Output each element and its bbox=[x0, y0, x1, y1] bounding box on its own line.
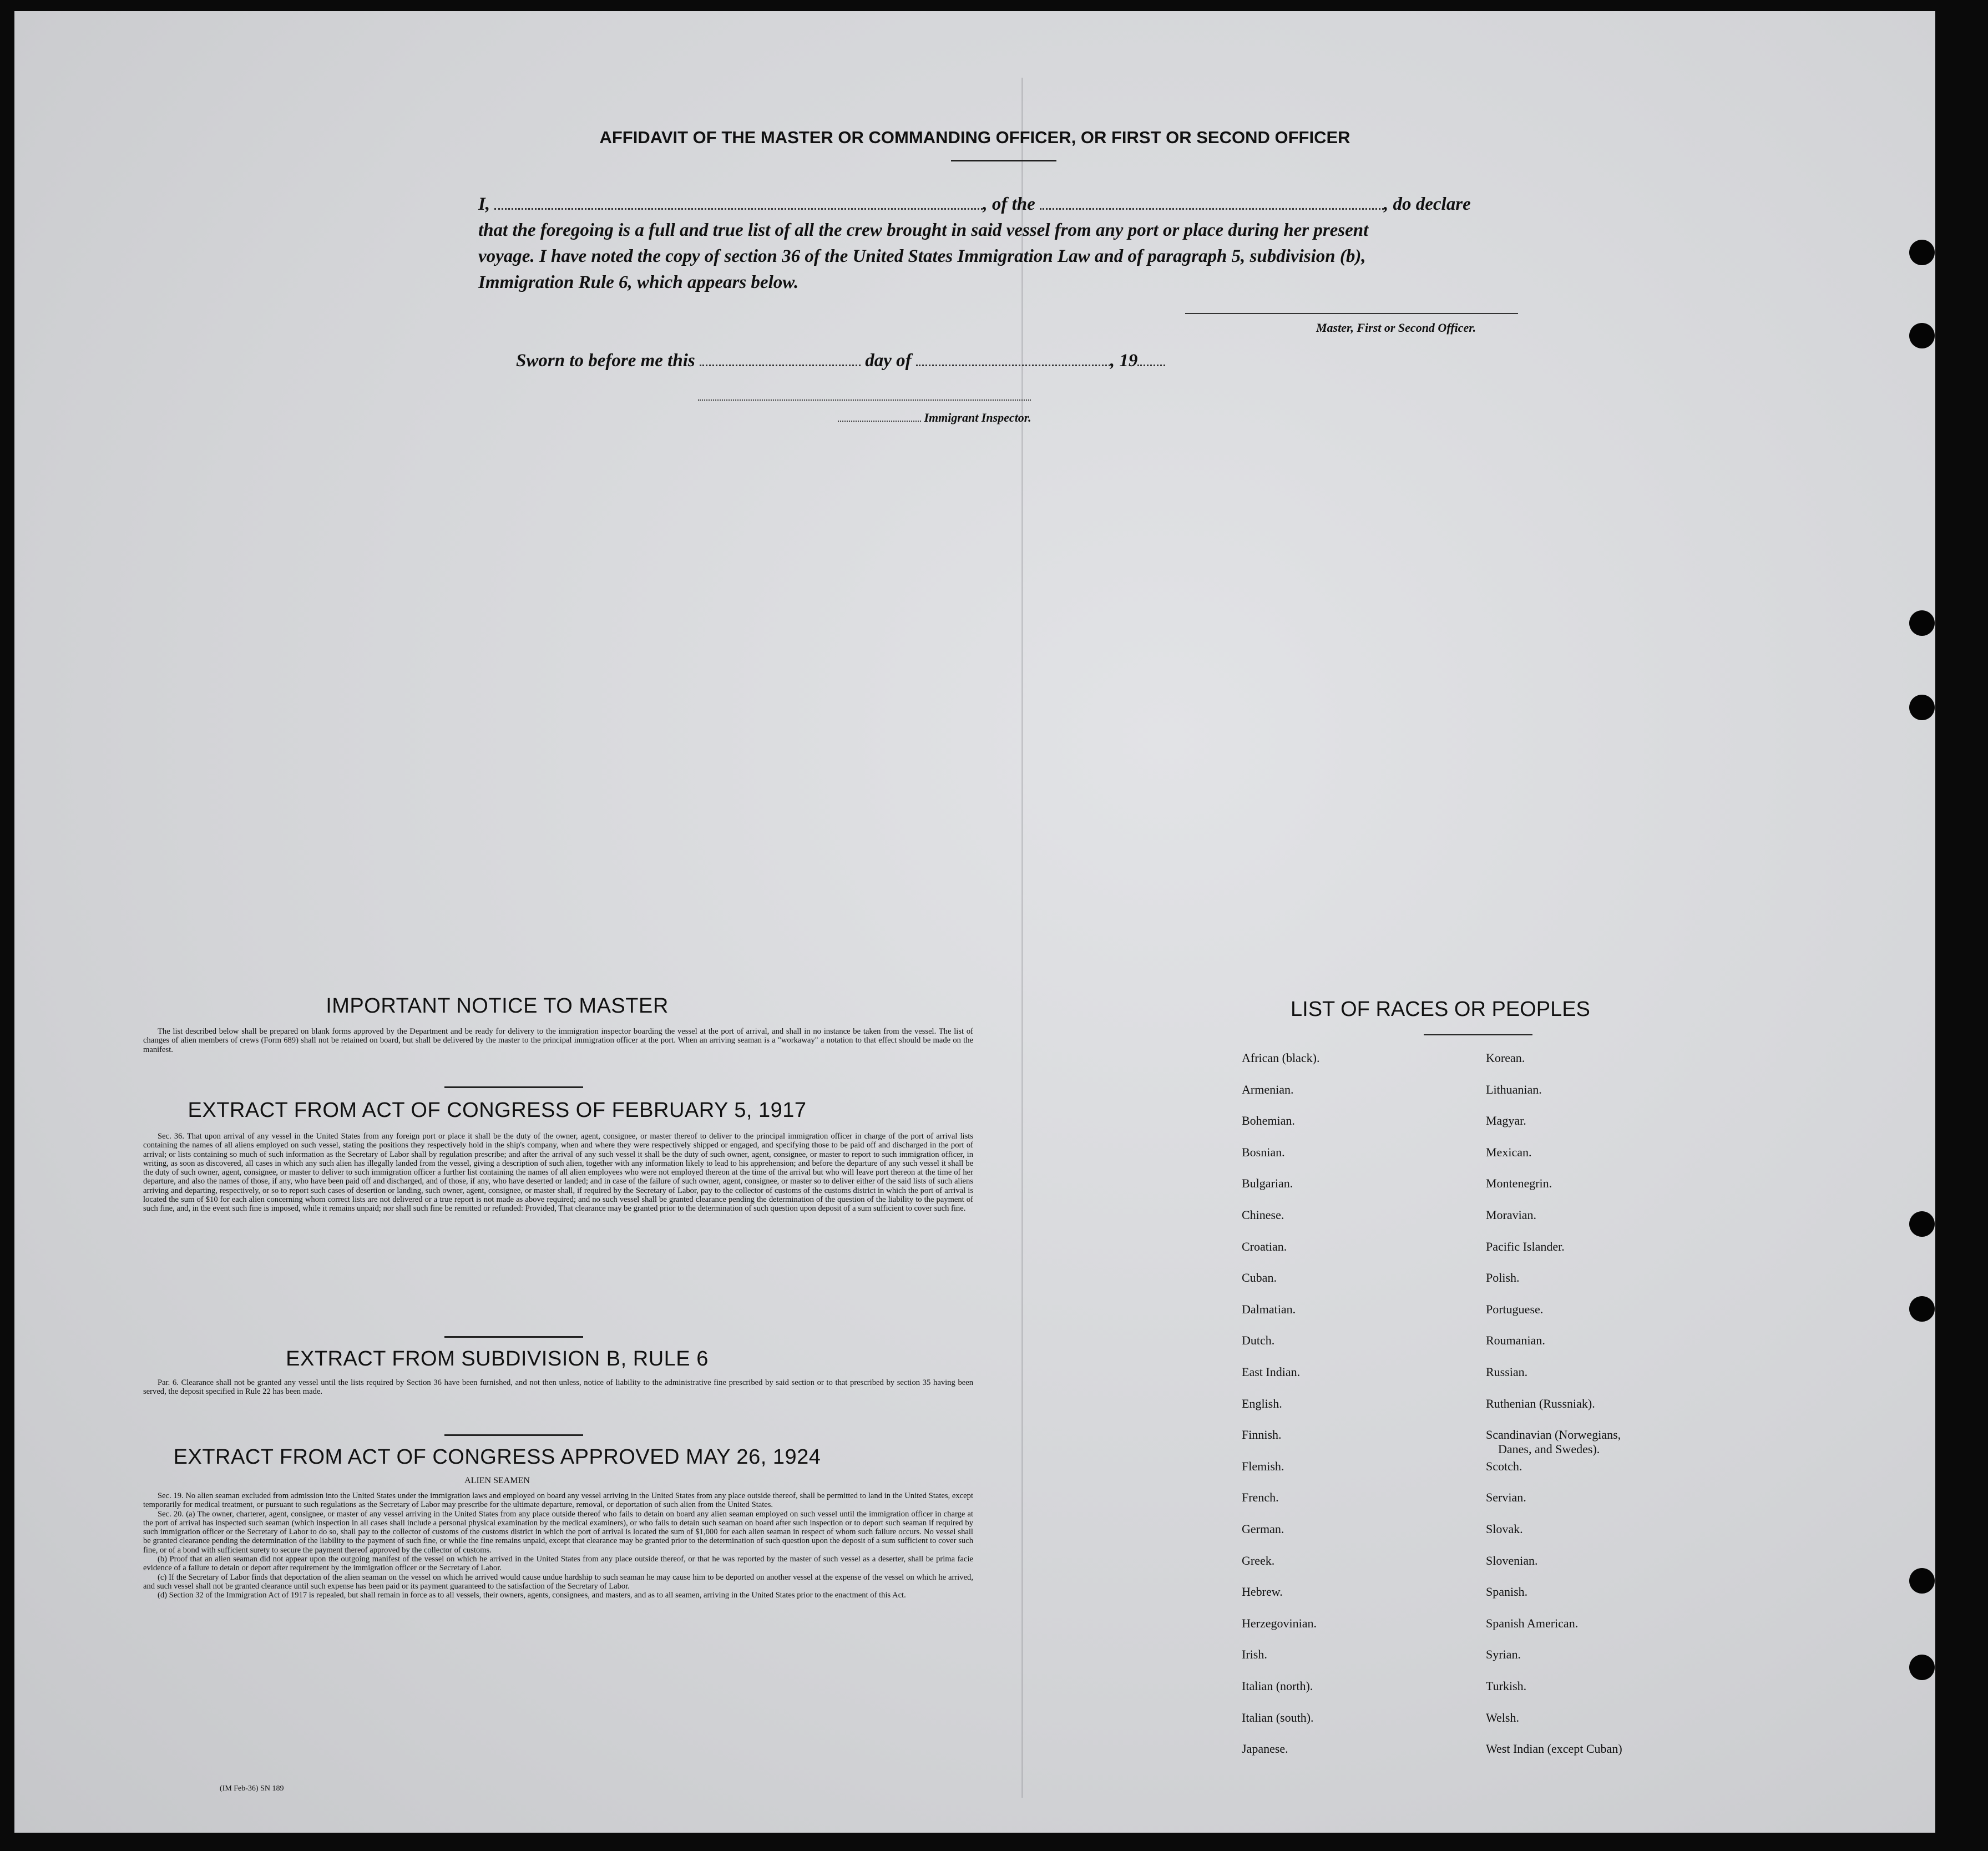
race-item: Japanese. bbox=[1242, 1742, 1288, 1756]
name-blank[interactable] bbox=[494, 197, 983, 210]
affidavit-line-4: Immigration Rule 6, which appears below. bbox=[478, 272, 799, 292]
punch-hole bbox=[1909, 695, 1935, 720]
race-item: Spanish. bbox=[1486, 1585, 1528, 1599]
affidavit-line-1 bbox=[478, 194, 1471, 215]
race-item: Spanish American. bbox=[1486, 1616, 1579, 1630]
punch-hole bbox=[1909, 1296, 1935, 1322]
race-item: Pacific Islander. bbox=[1486, 1239, 1565, 1253]
sworn-year-blank[interactable] bbox=[1137, 353, 1165, 366]
race-item: Dutch. bbox=[1242, 1333, 1275, 1348]
affidavit-declare: , do declare bbox=[1384, 194, 1471, 214]
race-item: Irish. bbox=[1242, 1647, 1267, 1662]
punch-hole bbox=[1909, 1211, 1935, 1237]
race-item: Ruthenian (Russniak). bbox=[1486, 1396, 1595, 1410]
race-item: African (black). bbox=[1242, 1051, 1320, 1065]
sworn-line bbox=[516, 351, 1165, 371]
title-underline bbox=[951, 160, 1056, 161]
sworn-text: Sworn to before me this bbox=[516, 351, 695, 371]
sec-19-paragraph: Sec. 19. No alien seaman excluded from admission into the United States under the immigration laws and employed on board any vessel arriving in the United States from any place outside thereof, shall be permitted to land in the United States, except temporarily for medical treatment, or pursuant to such regulations as the Secretary of Labor may prescribe for the ultimate departure, removal, or deportation of such alien from the United States. bbox=[143, 1491, 973, 1510]
race-item: Scotch. bbox=[1486, 1459, 1522, 1473]
race-item: Greek. bbox=[1242, 1553, 1275, 1567]
rule-6-title: EXTRACT FROM SUBDIVISION B, RULE 6 bbox=[286, 1347, 709, 1370]
race-item: Slovak. bbox=[1486, 1522, 1523, 1536]
race-item: Armenian. bbox=[1242, 1082, 1294, 1096]
race-item: Moravian. bbox=[1486, 1208, 1537, 1222]
notice-title: IMPORTANT NOTICE TO MASTER bbox=[326, 994, 669, 1018]
race-item: Italian (north). bbox=[1242, 1679, 1313, 1693]
race-item: Roumanian. bbox=[1486, 1333, 1545, 1348]
rule-6-body bbox=[143, 1378, 973, 1397]
race-item: Lithuanian. bbox=[1486, 1082, 1542, 1096]
race-item: French. bbox=[1242, 1490, 1279, 1505]
race-item: Polish. bbox=[1486, 1271, 1520, 1285]
affidavit-title: AFFIDAVIT OF THE MASTER OR COMMANDING OFFICER, OR FIRST OR SECOND OFFICER bbox=[599, 128, 1350, 147]
race-item: East Indian. bbox=[1242, 1365, 1301, 1379]
notice-paragraph: The list described below shall be prepared on blank forms approved by the Department and be ready for delivery to the immigration inspector boarding the vessel at the port of arrival, and shall in no instance be taken from the vessel. The list of changes of alien members of crews (Form 689) shall not be retained on board, but shall be delivered by the master to the principal immigration officer at the port. When an arriving seaman is a "workaway" a notation to that effect should be made on the manifest. bbox=[143, 1027, 973, 1054]
notice-body bbox=[143, 1027, 973, 1054]
race-item: Hebrew. bbox=[1242, 1585, 1283, 1599]
inspector-text: Immigrant Inspector. bbox=[924, 411, 1031, 424]
race-item: Montenegrin. bbox=[1486, 1176, 1552, 1191]
master-signature-caption: Master, First or Second Officer. bbox=[1316, 321, 1476, 335]
extract-1917-title: EXTRACT FROM ACT OF CONGRESS OF FEBRUARY 5, 1917 bbox=[188, 1099, 807, 1122]
fold-crease bbox=[1021, 78, 1023, 1798]
race-item: Bohemian. bbox=[1242, 1114, 1295, 1128]
race-item: Turkish. bbox=[1486, 1679, 1527, 1693]
form-code: (IM Feb-36) SN 189 bbox=[220, 1784, 284, 1793]
race-item: Welsh. bbox=[1486, 1710, 1519, 1724]
sworn-month-blank[interactable] bbox=[916, 353, 1110, 366]
section-divider bbox=[444, 1086, 583, 1088]
sec-20b-paragraph: (b) Proof that an alien seaman did not appear upon the outgoing manifest of the vessel on which he arrived in the United States from any place outside thereof, or that he was reported by the master of such vessel as a deserter, shall be prima facie evidence of a failure to detain or deport after requirement by the immigration officer or the Secretary of Labor. bbox=[143, 1555, 973, 1573]
race-item: German. bbox=[1242, 1522, 1284, 1536]
sec-20d-paragraph: (d) Section 32 of the Immigration Act of 1917 is repealed, but shall remain in force as to all vessels, their owners, agents, consignees, and masters, and as to all seamen, arriving in the United States prior to the enactment of this Act. bbox=[158, 1591, 906, 1600]
races-title-underline bbox=[1424, 1034, 1532, 1035]
race-item: Syrian. bbox=[1486, 1647, 1521, 1662]
race-item: Italian (south). bbox=[1242, 1710, 1314, 1724]
section-divider bbox=[444, 1336, 583, 1338]
extract-1924-body bbox=[143, 1491, 973, 1600]
document-page bbox=[14, 11, 1935, 1833]
race-item: Croatian. bbox=[1242, 1239, 1287, 1253]
inspector-blank[interactable] bbox=[838, 413, 921, 422]
races-title: LIST OF RACES OR PEOPLES bbox=[1291, 998, 1590, 1021]
race-item: Danes, and Swedes). bbox=[1498, 1442, 1600, 1456]
race-item: Cuban. bbox=[1242, 1271, 1277, 1285]
par-6-paragraph: Par. 6. Clearance shall not be granted any vessel until the lists required by Section 36 have been furnished, and not then unless, notice of liability to the administrative fine prescribed by said section or to that prescribed by section 35 having been served, the deposit specified in Rule 22 has been made. bbox=[143, 1378, 973, 1397]
punch-hole bbox=[1909, 1568, 1935, 1594]
race-item: Servian. bbox=[1486, 1490, 1526, 1505]
race-item: Flemish. bbox=[1242, 1459, 1284, 1473]
alien-seamen-subtitle: ALIEN SEAMEN bbox=[464, 1476, 530, 1485]
vessel-blank[interactable] bbox=[1040, 197, 1384, 210]
race-item: Magyar. bbox=[1486, 1114, 1526, 1128]
day-of-text: day of bbox=[865, 351, 912, 371]
race-item: Korean. bbox=[1486, 1051, 1525, 1065]
punch-hole bbox=[1909, 240, 1935, 265]
affidavit-line-3: voyage. I have noted the copy of section 36 of the United States Immigration Law and of paragraph 5, subdivision (b), bbox=[478, 246, 1366, 266]
race-item: Mexican. bbox=[1486, 1145, 1532, 1159]
sec-36-paragraph: Sec. 36. That upon arrival of any vessel in the United States from any foreign port or place it shall be the duty of the owner, agent, consignee, or master thereof to deliver to the principal immigration officer in charge of the port of arrival lists containing the names of all aliens employed on such vessel, stating the positions they respectively hold in the ship's company, when and where they were respectively shipped or engaged, and specifying those to be paid off and discharged in the port of arrival; or lists containing so much of such information as the Secretary of Labor shall by regulation prescribe; and after the arrival of any such vessel it shall be the duty of such owner, agent, consignee, or master to report to such immigration officer, in writing, as soon as discovered, all cases in which any such alien has illegally landed from the vessel, giving a description of such alien, together with any information likely to lead to his apprehension; and before the departure of any such vessel it shall be the duty of such owner, agent, consignee, or master to deliver to such immigration officer a further list containing the names of all alien employees who were not employed thereon at the time of the arrival but who will leave port thereon at the time of her departure, and also the names of those, if any, who have been paid off and discharged, and of those, if any, who have deserted or landed; and in case of the failure of such owner, agent, consignee, or master so to deliver either of the said lists of such aliens arriving and departing, respectively, or so to report such cases of desertion or landing, such owner, agent, consignee, or master shall, if required by the Secretary of Labor, pay to the collector of customs of the customs district in which the port of arrival is located the sum of $10 for each alien concerning whom correct lists are not delivered or a true report is not made as above required; and no such vessel shall be granted clearance pending the determination of the question of the liability to the payment of such fine, and, in the event such fine is imposed, while it remains unpaid; nor shall such fine be remitted or refunded: Provided, That clearance may be granted prior to the determination of such question upon deposit of a sum sufficient to cover such fine. bbox=[143, 1132, 973, 1213]
affidavit-of-the: , of the bbox=[983, 194, 1035, 214]
year-prefix: , 19 bbox=[1110, 351, 1138, 371]
race-item: Dalmatian. bbox=[1242, 1302, 1296, 1316]
race-item: Portuguese. bbox=[1486, 1302, 1544, 1316]
sworn-day-blank[interactable] bbox=[700, 353, 861, 366]
inspector-caption bbox=[838, 411, 1031, 425]
punch-hole bbox=[1909, 323, 1935, 348]
affidavit-i: I, bbox=[478, 194, 490, 214]
master-signature-line[interactable] bbox=[1185, 313, 1518, 314]
race-item: English. bbox=[1242, 1396, 1282, 1410]
affidavit-line-2: that the foregoing is a full and true list of all the crew brought in said vessel from any port or place during her present bbox=[478, 220, 1369, 240]
race-item: Scandinavian (Norwegians, bbox=[1486, 1428, 1621, 1442]
extract-1924-title: EXTRACT FROM ACT OF CONGRESS APPROVED MAY 26, 1924 bbox=[173, 1445, 821, 1469]
section-divider bbox=[444, 1434, 583, 1436]
race-item: West Indian (except Cuban) bbox=[1486, 1742, 1622, 1756]
sec-20c-paragraph: (c) If the Secretary of Labor finds that deportation of the alien seaman on the vessel on which he arrived would cause undue hardship to such seaman he may cause him to be deported on another vessel at the expense of the vessel on which he arrived, and such vessel shall not be granted clearance until such expense has been paid or its payment guaranteed to the satisfaction of the Secretary of Labor. bbox=[143, 1572, 973, 1591]
extract-1917-body bbox=[143, 1132, 973, 1213]
race-item: Bosnian. bbox=[1242, 1145, 1285, 1159]
inspector-signature-line[interactable] bbox=[698, 399, 1031, 401]
race-item: Chinese. bbox=[1242, 1208, 1284, 1222]
race-item: Russian. bbox=[1486, 1365, 1528, 1379]
race-item: Herzegovinian. bbox=[1242, 1616, 1317, 1630]
sec-20a-paragraph: Sec. 20. (a) The owner, charterer, agent, consignee, or master of any vessel arriving in the United States from any place outside thereof who fails to detain on board any alien seaman employed on such vessel until the immigration officer in charge at the port of arrival has inspected such seaman (which inspection in all cases shall include a personal physical examination by the medical examiners), or who fails to detain such seaman on board after such inspection or to deport such seaman if required by such immigration officer or the Secretary of Labor to do so, shall pay to the collector of customs of the customs district in which the port of arrival is located the sum of $1,000 for each alien seaman in respect of whom such failure occurs. No vessel shall be granted clearance pending the determination of the liability to the payment of such fine, or while the fine remains unpaid, except that clearance may be granted prior to the determination of such question upon the deposit of a sum sufficient to cover such fine, or of a bond with sufficient surety to secure the payment thereof approved by the collector of customs. bbox=[143, 1509, 973, 1555]
punch-hole bbox=[1909, 610, 1935, 636]
race-item: Slovenian. bbox=[1486, 1553, 1538, 1567]
race-item: Finnish. bbox=[1242, 1428, 1282, 1442]
punch-hole bbox=[1909, 1655, 1935, 1680]
race-item: Bulgarian. bbox=[1242, 1176, 1293, 1191]
